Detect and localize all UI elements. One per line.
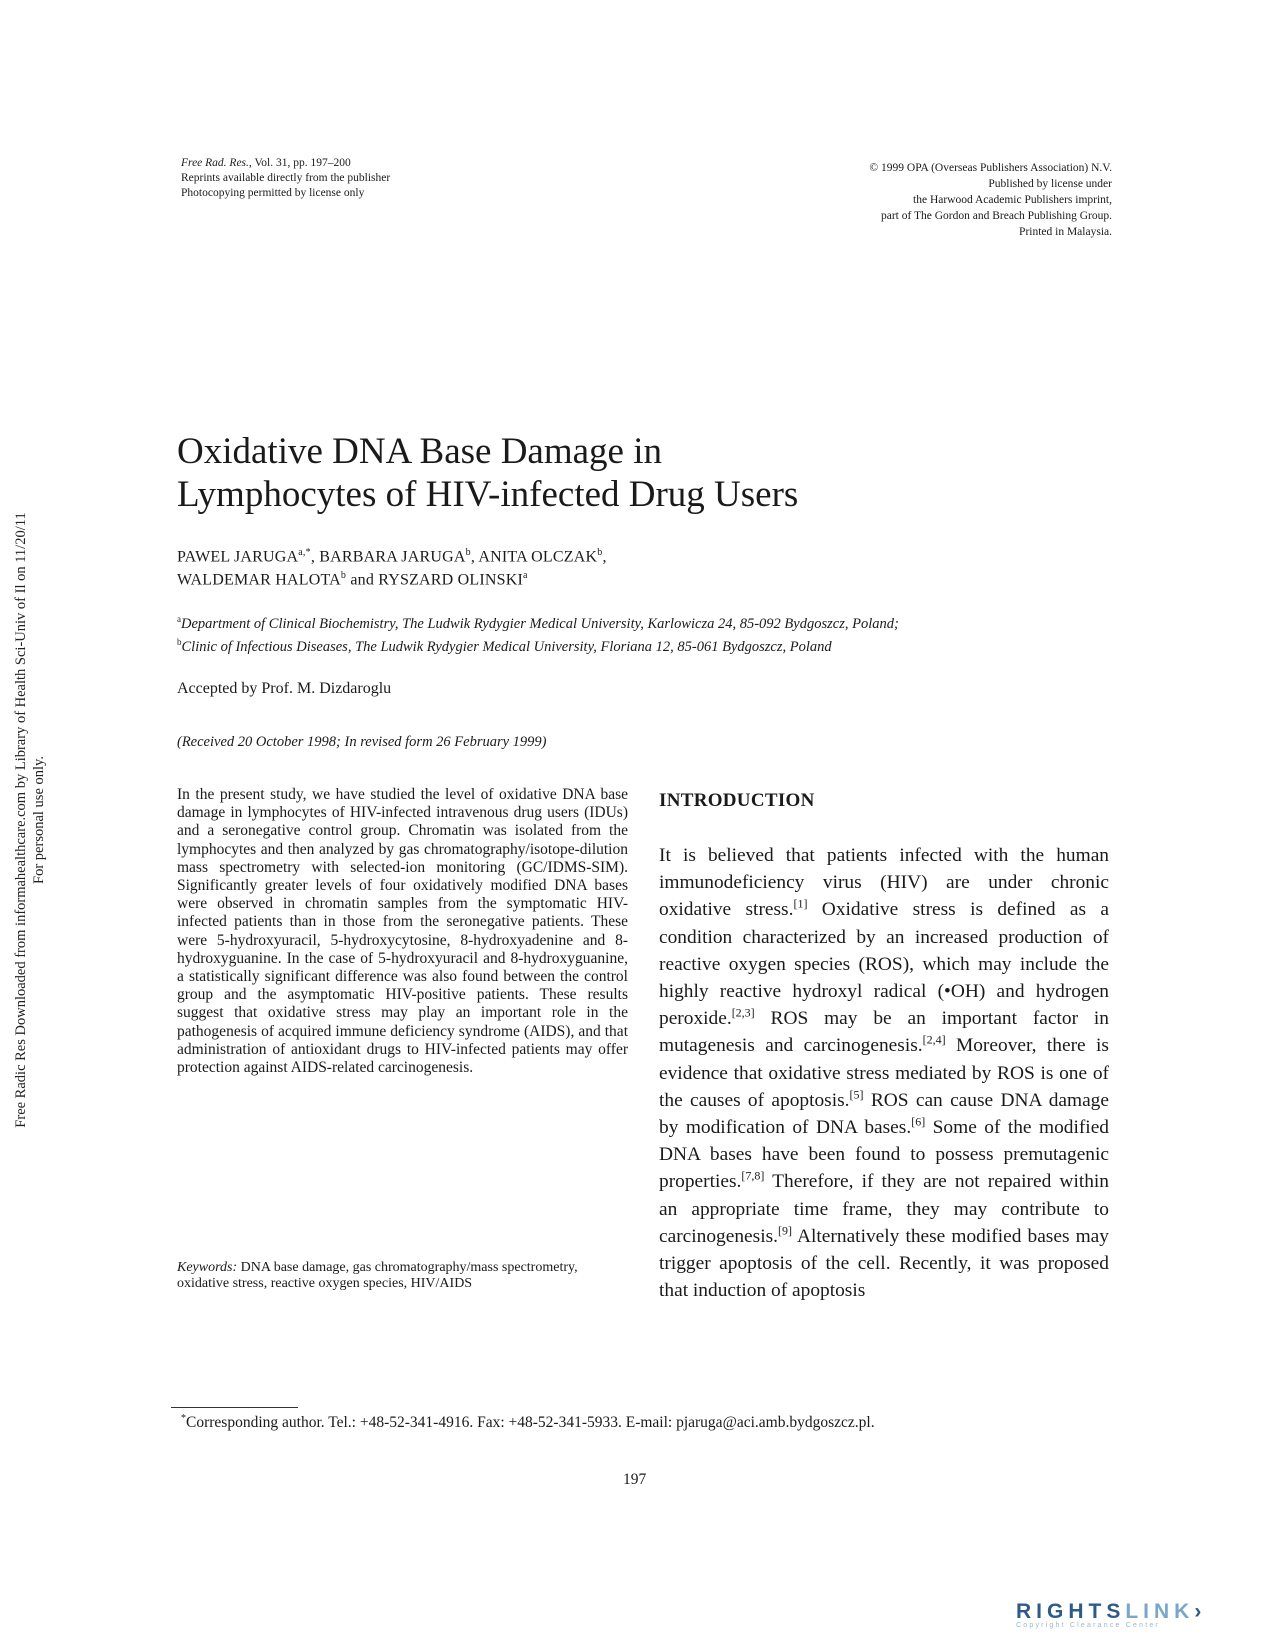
keywords (177, 1260, 595, 1292)
corresponding-author-footnote (181, 1413, 875, 1432)
abstract: In the present study, we have studied the level of oxidative DNA base damage in lymphocytes of HIV-infected intravenous drug users (IDUs) and a seronegative control group. Chromatin was isolated from the lymphocytes and then analyzed by gas chromatography/isotope-dilution mass spectrometry with selected-ion monitoring (GC/IDMS-SIM). Significantly greater levels of four oxidatively modified DNA bases were observed in chromatin samples from the symptomatic HIV-infected patients than in those from the seronegative patients. These were 5-hydroxyuracil, 5-hydroxycytosine, 8-hydroxyadenine and 8-hydroxyguanine. In the case of 5-hydroxyuracil and 8-hydroxyguanine, a statistically significant difference was also found between the control group and the asymptomatic HIV-positive patients. These results suggest that oxidative stress may play an important role in the pathogenesis of acquired immune deficiency syndrome (AIDS), and that administration of antioxidant drugs to HIV-infected patients may offer protection against AIDS-related carcinogenesis. (177, 786, 628, 1077)
intro-text-segment: Some of the modified DNA bases have been found to possess premutagenic properties. (659, 1117, 1109, 1193)
journal-name: Free Rad. Res. (181, 157, 249, 169)
citation-ref: [1] (793, 896, 808, 911)
footnote-divider (171, 1407, 298, 1408)
footnote-text: Corresponding author. Tel.: +48-52-341-4916. Fax: +48-52-341-5933. E-mail: pjaruga@aci.amb.bydgoszcz.pl. (186, 1414, 875, 1432)
author-separator: , (310, 548, 320, 566)
rightslink-wordmark-part-2: LINK (1125, 1600, 1195, 1623)
accepted-by: Accepted by Prof. M. Dizdaroglu (177, 680, 392, 697)
intro-text-segment: Therefore, if they are not repaired within an appropriate time frame, they may contribute to carcinogenesis. (659, 1171, 1109, 1247)
citation-ref: [6] (911, 1114, 926, 1129)
publisher-line-1: Published by license under (988, 178, 1112, 190)
download-watermark-line-1: Free Radic Res Downloaded from informahealthcare.com by Library of Health Sci-Univ of Il on 11/20/11 (13, 512, 29, 1128)
intro-text-segment: Moreover, there is evidence that oxidative stress mediated by ROS is one of the causes of apoptosis. (659, 1035, 1109, 1111)
footnote-mark: * (181, 1413, 186, 1424)
download-watermark-line-2: For personal use only. (31, 756, 47, 884)
article-title-line-2: Lymphocytes of HIV-infected Drug Users (177, 474, 799, 515)
citation-ref: [2,3] (731, 1005, 755, 1020)
publisher-info (869, 160, 1112, 240)
author-affiliation-mark: a (523, 570, 528, 582)
intro-text-segment: ROS can cause DNA damage by modification of DNA bases. (659, 1089, 1109, 1139)
author-name: WALDEMAR HALOTA (177, 571, 341, 589)
citation-ref: [9] (778, 1223, 792, 1238)
author-name: PAWEL JARUGA (177, 548, 299, 566)
keywords-text: DNA base damage, gas chromatography/mass spectrometry, oxidative stress, reactive oxygen species, HIV/AIDS (177, 1260, 578, 1291)
rightslink-logo[interactable] (1016, 1600, 1251, 1642)
author-separator: and (346, 571, 379, 589)
author-name: BARBARA JARUGA (319, 548, 466, 566)
publisher-line-3: part of The Gordon and Breach Publishing Group. (880, 210, 1112, 222)
journal-volume-line (181, 156, 390, 171)
introduction-heading: INTRODUCTION (659, 790, 815, 811)
printed-line: Printed in Malaysia. (1019, 226, 1112, 238)
citation-ref: [7,8] (741, 1168, 765, 1183)
rightslink-wordmark (1016, 1600, 1251, 1624)
affiliation-a (177, 610, 899, 633)
author-name: ANITA OLCZAK (478, 548, 598, 566)
intro-text-segment: It is believed that patients infected with the human immunodeficiency virus (HIV) are under chronic oxidative stress. (659, 845, 1109, 921)
photocopying-line: Photocopying permitted by license only (181, 187, 365, 199)
affiliation-mark: b (177, 636, 182, 647)
journal-volume: , Vol. 31, pp. 197–200 (248, 157, 351, 169)
received-dates: (Received 20 October 1998; In revised form 26 February 1999) (177, 734, 547, 750)
intro-text-segment: Oxidative stress is defined as a condition characterized by an increased production of reactive oxygen species (ROS), which may include the highly reactive hydroxyl radical (•OH) and hydrogen peroxide. (659, 899, 1109, 1030)
author-affiliation-mark: b (340, 570, 347, 582)
intro-text-segment: ROS may be an important factor in mutagenesis and carcinogenesis. (659, 1008, 1109, 1057)
citation-ref: [2,4] (922, 1032, 946, 1047)
rightslink-tagline: Copyright Clearance Center (1016, 1622, 1160, 1629)
affiliation-b (177, 633, 899, 656)
download-watermark (12, 370, 48, 1270)
author-affiliation-mark: b (597, 547, 603, 558)
introduction-text (659, 842, 1109, 1304)
reprints-line: Reprints available directly from the publisher (181, 172, 391, 184)
author-list (177, 543, 607, 590)
copyright-line: © 1999 OPA (Overseas Publishers Association) N.V. (869, 162, 1112, 174)
article-title (177, 430, 798, 516)
citation-ref: [5] (849, 1087, 864, 1102)
affiliations (177, 610, 899, 656)
rightslink-arrow-icon: › (1194, 1600, 1207, 1623)
publisher-line-2: the Harwood Academic Publishers imprint, (913, 194, 1112, 206)
author-affiliation-mark: b (465, 547, 471, 558)
intro-text-segment: Alternatively these modified bases may trigger apoptosis of the cell. Recently, it was proposed that induction of apoptosis (659, 1225, 1109, 1302)
affiliation-text: Clinic of Infectious Diseases, The Ludwik Rydygier Medical University, Floriana 12, 85-061 Bydgoszcz, Poland (181, 638, 832, 655)
journal-citation (181, 156, 390, 201)
affiliation-mark: a (177, 614, 181, 624)
author-separator: , (470, 548, 479, 566)
keywords-label: Keywords: (177, 1260, 238, 1275)
affiliation-text: Department of Clinical Biochemistry, The Ludwik Rydygier Medical University, Karlowicza 24, 85-092 Bydgoszcz, Poland; (181, 615, 899, 632)
rightslink-wordmark-part-1: RIGHTS (1016, 1600, 1126, 1623)
author-separator: , (602, 548, 607, 566)
author-affiliation-mark: a,* (298, 547, 311, 558)
article-title-line-1: Oxidative DNA Base Damage in (177, 431, 662, 472)
page-number: 197 (623, 1471, 647, 1488)
author-name: RYSZARD OLINSKI (378, 571, 524, 589)
